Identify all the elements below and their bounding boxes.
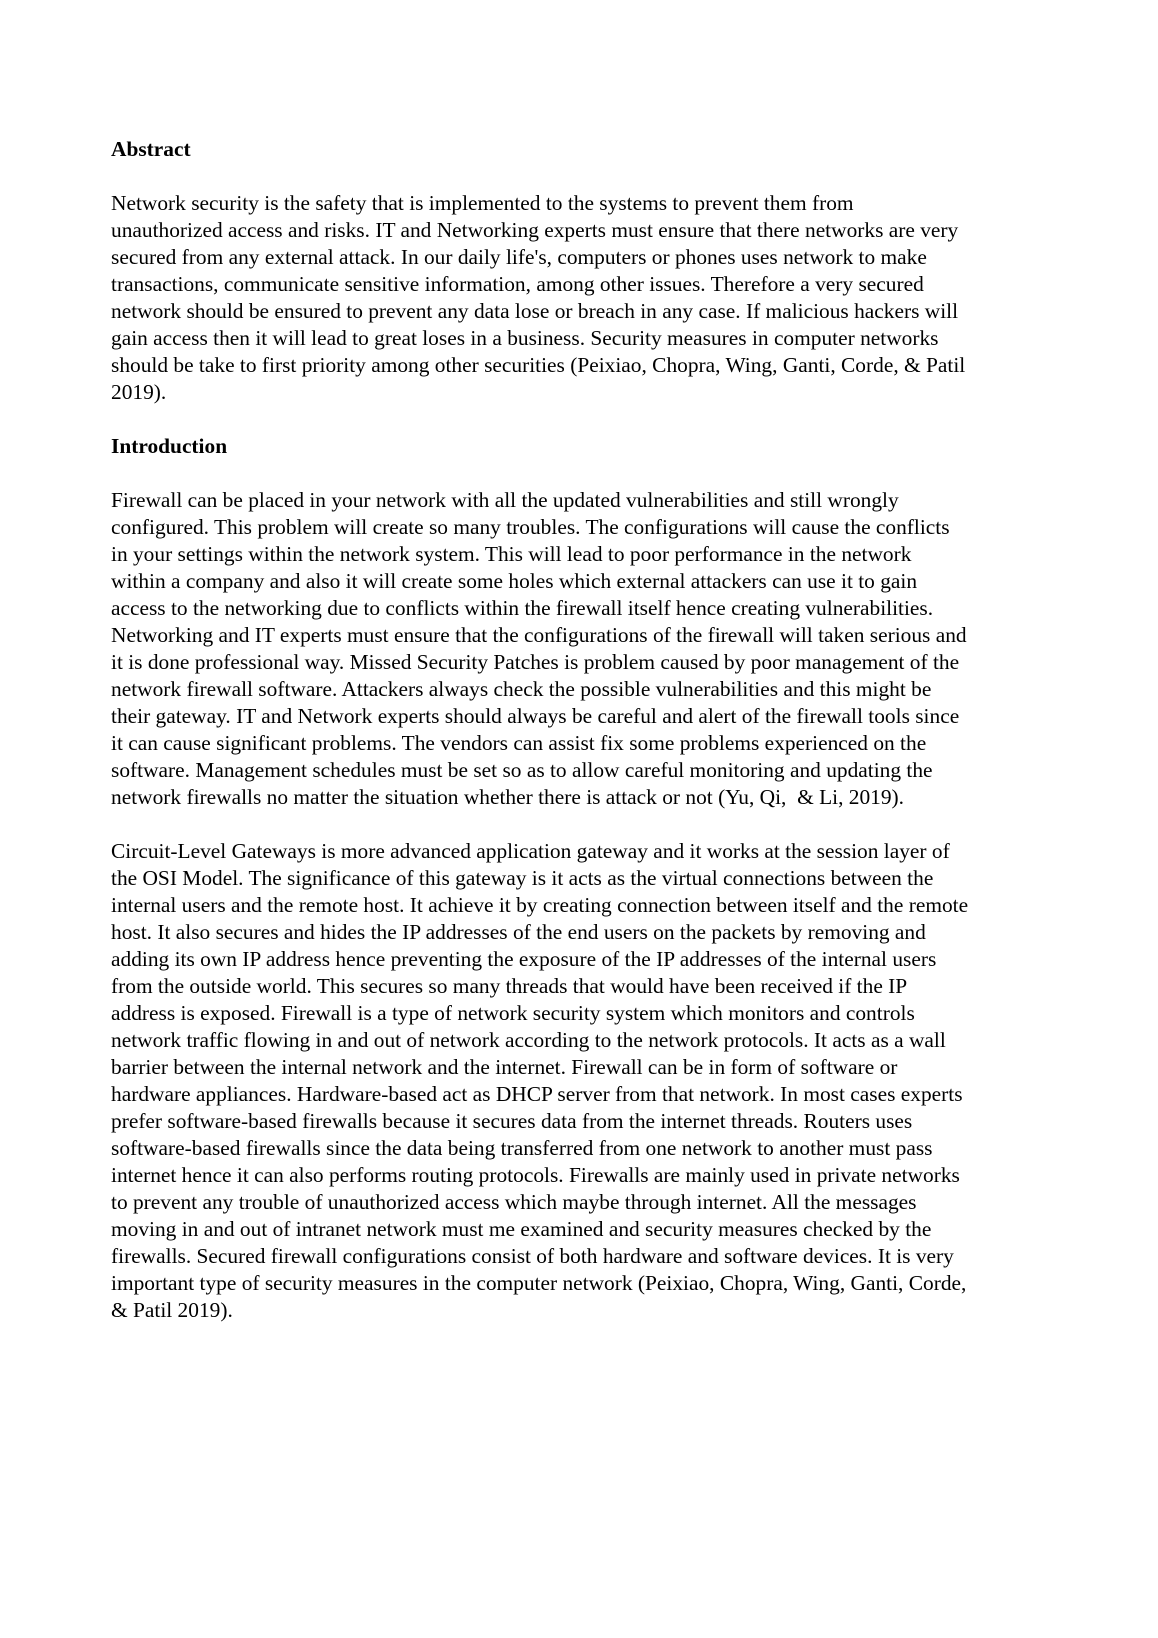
text-line: prefer software-based firewalls because it secures data from the internet threads. Routers uses — [111, 1109, 913, 1133]
text-line: software-based firewalls since the data being transferred from one network to another must pass — [111, 1136, 933, 1160]
text-line: gain access then it will lead to great loses in a business. Security measures in computer networks — [111, 326, 939, 350]
text-line: internal users and the remote host. It achieve it by creating connection between itself and the remote — [111, 893, 969, 917]
text-line: & Patil 2019). — [111, 1298, 233, 1322]
text-line: Firewall can be placed in your network with all the updated vulnerabilities and still wrongly — [111, 488, 899, 512]
text-line: Network security is the safety that is implemented to the systems to prevent them from — [111, 191, 854, 215]
text-line: host. It also secures and hides the IP addresses of the end users on the packets by removing and — [111, 920, 926, 944]
text-line: barrier between the internal network and the internet. Firewall can be in form of software or — [111, 1055, 898, 1079]
text-line: Circuit-Level Gateways is more advanced application gateway and it works at the session layer of — [111, 839, 950, 863]
abstract-paragraph — [111, 190, 1056, 406]
text-line: network firewalls no matter the situation whether there is attack or not (Yu, Qi, & Li, 2019). — [111, 785, 905, 809]
text-line: should be take to first priority among other securities (Peixiao, Chopra, Wing, Ganti, Corde, & Patil — [111, 353, 966, 377]
text-line: hardware appliances. Hardware-based act as DHCP server from that network. In most cases experts — [111, 1082, 963, 1106]
text-line: to prevent any trouble of unauthorized access which maybe through internet. All the messages — [111, 1190, 917, 1214]
text-line: network traffic flowing in and out of network according to the network protocols. It acts as a wall — [111, 1028, 946, 1052]
text-line: it is done professional way. Missed Security Patches is problem caused by poor management of the — [111, 650, 960, 674]
text-line: from the outside world. This secures so many threads that would have been received if the IP — [111, 974, 908, 998]
text-line: transactions, communicate sensitive information, among other issues. Therefore a very secured — [111, 272, 924, 296]
document-page — [111, 136, 1056, 1351]
text-line: their gateway. IT and Network experts should always be careful and alert of the firewall tools since — [111, 704, 960, 728]
text-line: firewalls. Secured firewall configurations consist of both hardware and software devices. It is very — [111, 1244, 954, 1268]
introduction-paragraph-1 — [111, 487, 1056, 811]
text-line: network should be ensured to prevent any data lose or breach in any case. If malicious hackers will — [111, 299, 959, 323]
text-line: in your settings within the network system. This will lead to poor performance in the network — [111, 542, 912, 566]
text-line: moving in and out of intranet network must me examined and security measures checked by the — [111, 1217, 932, 1241]
abstract-heading: Abstract — [111, 137, 191, 161]
text-line: internet hence it can also performs routing protocols. Firewalls are mainly used in private networks — [111, 1163, 960, 1187]
text-line: adding its own IP address hence preventing the exposure of the IP addresses of the internal users — [111, 947, 937, 971]
text-line: the OSI Model. The significance of this gateway is it acts as the virtual connections between the — [111, 866, 934, 890]
text-line: network firewall software. Attackers always check the possible vulnerabilities and this might be — [111, 677, 932, 701]
text-line: important type of security measures in the computer network (Peixiao, Chopra, Wing, Ganti, Corde, — [111, 1271, 967, 1295]
text-line: within a company and also it will create some holes which external attackers can use it to gain — [111, 569, 918, 593]
text-line: it can cause significant problems. The vendors can assist fix some problems experienced on the — [111, 731, 927, 755]
text-line: secured from any external attack. In our daily life's, computers or phones uses network to make — [111, 245, 927, 269]
text-line: 2019). — [111, 380, 167, 404]
text-line: address is exposed. Firewall is a type of network security system which monitors and controls — [111, 1001, 915, 1025]
text-line: Networking and IT experts must ensure that the configurations of the firewall will taken serious and — [111, 623, 967, 647]
text-line: unauthorized access and risks. IT and Networking experts must ensure that there networks are very — [111, 218, 959, 242]
text-line: software. Management schedules must be set so as to allow careful monitoring and updating the — [111, 758, 933, 782]
introduction-paragraph-2 — [111, 838, 1056, 1324]
introduction-heading: Introduction — [111, 434, 228, 458]
text-line: access to the networking due to conflicts within the firewall itself hence creating vulnerabilities. — [111, 596, 934, 620]
text-line: configured. This problem will create so many troubles. The configurations will cause the conflicts — [111, 515, 950, 539]
